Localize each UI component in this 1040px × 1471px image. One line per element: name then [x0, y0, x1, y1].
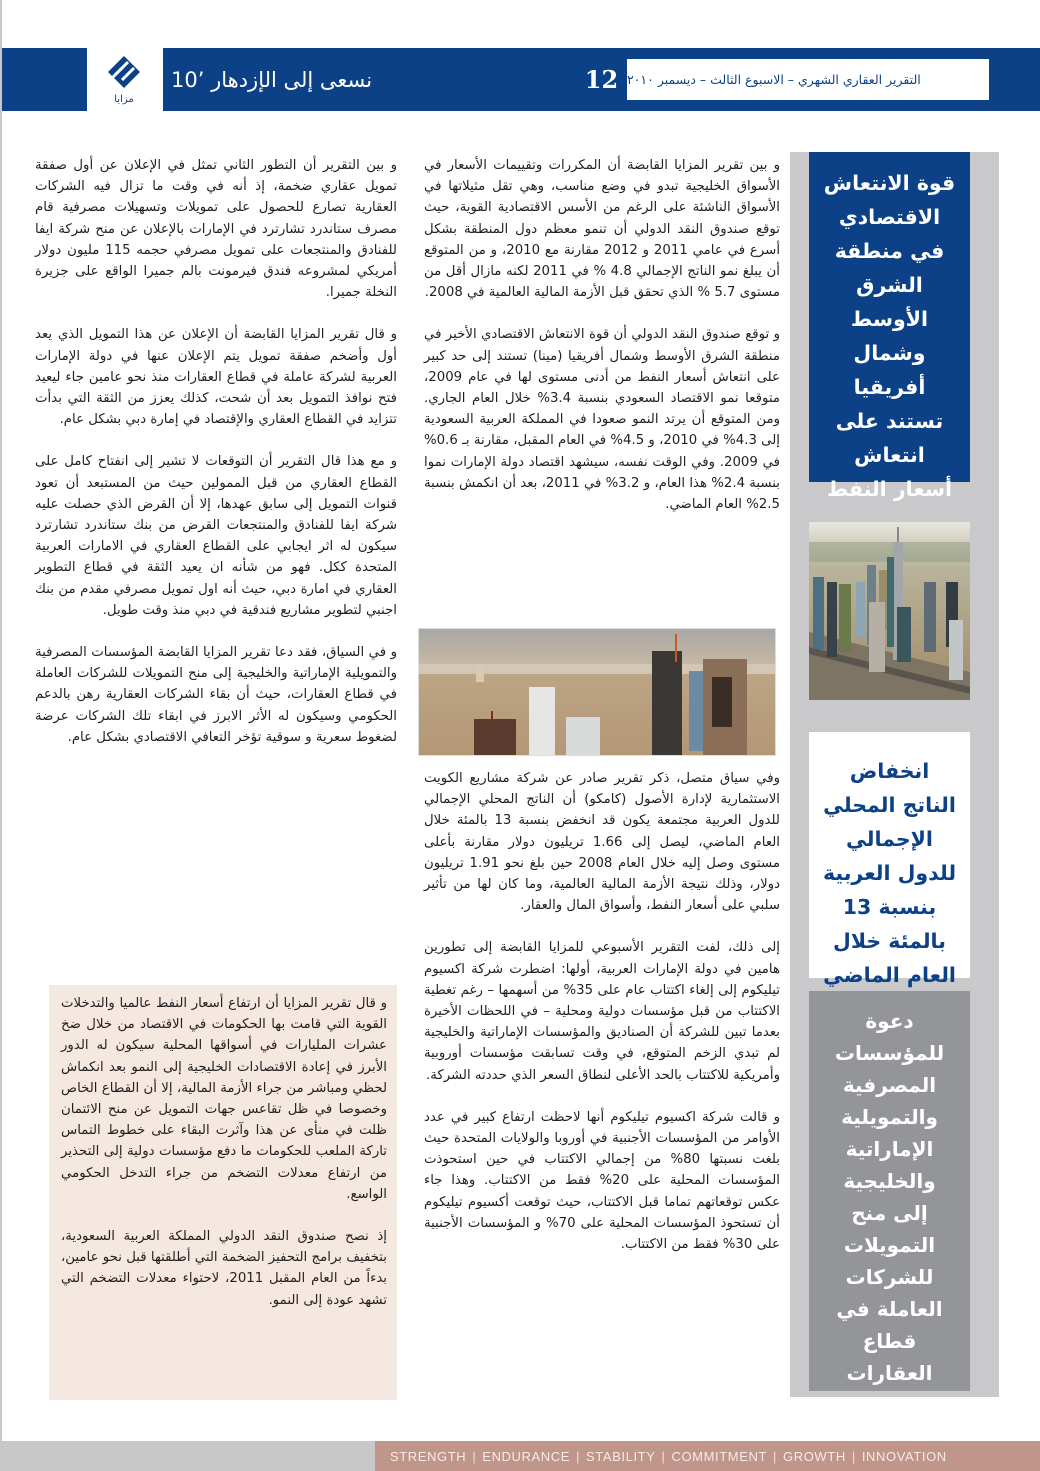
separator: | [472, 1448, 477, 1464]
page-number: 12 [576, 59, 627, 100]
headline-line: انتعاش [854, 443, 925, 467]
paragraph: و بين التقرير أن التطور الثاني تمثل في الإعلان عن أول صفقة تمويل عقاري ضخمة، إذ أنه في وقت ما تزال فيه الشركات العقارية تصارع للحصول على تمويلات وتسهيلات مصرفية قام مصرف ستاندرد تشارترد في الإمارات بالإعلان عن منح شركة ايفا للفنادق والمنتجعات على تمويل مصرفي حجمه 115 مليون دولار أمريكي لمشروعه فندق فيرمونت بالم جميرا الواقع على جزيرة النخلة جميرا. [35, 158, 397, 301]
city-skyline-photo [418, 628, 776, 756]
footer-bar-edge [0, 1441, 375, 1471]
separator: | [773, 1448, 778, 1464]
sidebar [790, 152, 999, 1397]
separator: | [576, 1448, 581, 1464]
headline-line: قوة الانتعاش [823, 171, 956, 195]
headline-line: في منطقة [834, 239, 945, 263]
headline-line: للمؤسسات [834, 1041, 945, 1065]
headline-line: الإماراتية [845, 1137, 934, 1161]
paragraph: و مع هذا قال التقرير أن التوقعات لا تشير إلى انفتاح كامل على القطاع العقاري من قبل الممولين حيث من المستبعد أن تعود قنوات التمويل إلى سابق عهدها، إلا أن القرض الذي حصلت عليه شركة ايفا للفنادق والمنتجعات القرض من بنك ستاندرد تشارترد سيكون له اثر ايجابي على القطاع العقاري في الامارات العربية المتحدة ككل. فهو من شأنه ان يعيد الثقة في قطاع التطوير العقاري في امارة دبي، حيث أنه اول تمويل مصرفي مقدم من بنك اجنبي لتطوير مشاريع فندقية في دبي منذ وقت طويل. [35, 454, 397, 618]
headline-line: للشركات [845, 1265, 934, 1289]
headline-box-recovery [809, 152, 970, 501]
headline-line: انخفاض [849, 759, 930, 783]
article-column-left [35, 155, 397, 769]
headline-line: الأوسط [850, 307, 929, 331]
value-stability: STABILITY [586, 1448, 656, 1464]
headline-line: التمويلات [843, 1233, 936, 1257]
headline-box-gdp-decline [809, 732, 970, 987]
headline-line: وشمال [853, 341, 926, 365]
headline-line: بنسبة 13 [842, 895, 937, 919]
separator: | [661, 1448, 666, 1464]
headline-line: العاملة في [836, 1297, 943, 1321]
article-column-middle-lower [424, 768, 780, 1276]
headline-line: تستند على [835, 409, 944, 433]
value-strength: STRENGTH [390, 1448, 467, 1464]
paragraph: و قال تقرير المزايا أن ارتفاع أسعار النفط عالميا والتدخلات القوية التي قامت بها الحكومات في الاقتصاد من خلال ضخ عشرات المليارات في أسواقها المحلية سيكون له الدور الأبرز في إعادة الاقتصادات الخليجية إلى النمو بعد انكماش لحظي ومباشر من جراء الأزمة المالية، إلا أن القطاع الخاص وخصوصا في ظل تقاعس جهات التمويل عن منح الائتمان ظلت في منأى عن هذا وآثرت البقاء على خطوط التماس تاركة الملعب للحكومات ما دفع مؤسسات دولية إلى التحذير من ارتفاع معدلات التضخم من جراء التدخل الحكومي الواسع. [61, 996, 387, 1202]
headline-line: العام الماضي [823, 963, 956, 987]
paragraph: إذ نصح صندوق النقد الدولي المملكة العربية السعودية، بتخفيف برامج التحفيز الضخمة التي أطلقتها قبل نحو عامين، بدءاً من العام المقبل 2011، لاحتواء معدلات التضخم التي تشهد عودة إلى النمو. [61, 1229, 388, 1308]
headline-line: الإجمالي [846, 827, 933, 851]
page-left-edge [0, 0, 2, 1471]
callout-text [49, 985, 397, 1311]
paragraph: وفي سياق متصل، ذكر تقرير صادر عن شركة مشاريع الكويت الاستثمارية لإدارة الأصول (كامكو) أن الناتج المحلي الإجمالي للدول العربية مجتمعة يكون قد انخفض بنسبة 13 بالمئة خلال العام الماضي، ليصل إلى 1.66 تريليون دولار مقارنة بأعلى مستوى وصل إليه خلال العام 2008 حين بلغ نحو 1.91 تريليون دولار، وذلك نتيجة الأزمة المالية العالمية، وما كان لها من تأثير سلبي على أسعار النفط، وأسواق المال والعقار. [424, 771, 780, 914]
value-innovation: INNOVATION [861, 1448, 947, 1464]
footer-values [390, 1441, 947, 1471]
separator: | [851, 1448, 856, 1464]
headline-line: أفريقيا [853, 375, 926, 399]
value-endurance: ENDURANCE [482, 1448, 571, 1464]
headline-line: المصرفية [842, 1073, 937, 1097]
headline-box-financing-call [809, 991, 970, 1391]
headline-line: للدول العربية [822, 861, 957, 885]
slogan-text: نسعى إلى الإزدهار ’10 [171, 67, 373, 92]
paragraph: و قالت شركة اكسيوم تيليكوم أنها لاحظت ارتفاع كبير في عدد الأوامر من المؤسسات الأجنبية في أوروبا والولايات المتحدة حيث بلغت نسبتها 80% من إجمالي الاكتتاب في حين استحوذت المؤسسات المحلية على 20% فقط من الاكتتاب. وهذا جاء عكس توقعاتهم تماما قبل الاكتتاب، حيث توقعت أكسيوم تيليكوم أن تستحوذ المؤسسات المحلية على 70% و المؤسسات الأجنبية على 30% فقط من الاكتتاب. [424, 1109, 781, 1253]
headline-line: بالمئة خلال [833, 929, 946, 953]
logo-wordmark: مزايا [114, 94, 134, 105]
report-title-box [575, 58, 990, 101]
headline-line: والتمويلية [841, 1105, 938, 1129]
paragraph: و قال تقرير المزايا القابضة أن الإعلان عن هذا التمويل الذي يعد أول وأضخم صفقة تمويل يتم الإعلان عنها في دولة الإمارات العربية لشركة عاملة في قطاع العقارات منذ نحو عامين جاء ليعيد فتح نوافذ التمويل بعد أن شحت، كذلك يعزز من الثقة التي بدأت تتزايد في القطاع العقاري والإقتصاد في إمارة دبي بشكل عام. [35, 327, 397, 428]
paragraph: إلى ذلك، لفت التقرير الأسبوعي للمزايا القابضة إلى تطورين هامين في دولة الإمارات العربية، أولها: اضطرت شركة اكسيوم تيليكوم إلى إلغاء اكتتاب عام على 35% من أسهمها – رغم تغطية الاكتتاب من قبل مؤسسات دولية ومحلية – في اللحظات الأخيرة بعدما تبين للشركة أن الصناديق والمؤسسات الإماراتية والخليجية لم تبدي الزخم المتوقع، في وقت تسابقت مؤسسات أوروبية وأمريكية للاكتتاب بالحد الأعلى لنطاق السعر الذي حددته الشركة. [424, 940, 781, 1083]
headline-line: أسعار النفط [826, 477, 953, 501]
headline-line: العقارات [846, 1361, 933, 1385]
paragraph: و توقع صندوق النقد الدولي أن قوة الانتعاش الاقتصادي الأخير في منطقة الشرق الأوسط وشمال أفريقيا (مينا) تستند إلى حد كبير على انتعاش أسعار النفط من أدنى مستوى لها في عام 2009، متوقعا نمو الاقتصاد السعودي بنسبة 3.4% خلال العام الجاري. ومن المتوقع أن يرتد النمو صعودا في المملكة العربية السعودية إلى 4.3% في 2010، و 4.5% في العام المقبل، مقارنة بـ 0.6% في 2009. وفي الوقت نفسه، سيشهد اقتصاد دولة الإمارات نموا بنسبة 2.4% هذا العام، و 3.2% في 2011، بعد أن انكمش بنسبة 2.5% العام الماضي. [424, 327, 781, 513]
headline-line: الاقتصادي [838, 205, 941, 229]
callout-box [49, 985, 397, 1400]
headline-line: والخليجية [843, 1169, 936, 1193]
article-column-middle [424, 155, 780, 536]
paragraph: و بين تقرير المزايا القابضة أن المكررات وتقييمات الأسعار في الأسواق الخليجية تبدو في وضع مناسب، وهي تقل مثيلاتها في الأسواق الناشئة على الرغم من الأسس الاقتصادية القوية، حيث توقع صندوق النقد الدولي أن تنمو معظم دول المنطقة بشكل أسرع في عامي 2011 و 2012 مقارنة مع 2010، و من المتوقع أن يبلغ نمو الناتج الإجمالي 4.8 % في 2011 لكنه مازال أقل من مستوى 5.7 % الذي تحقق قبل الأزمة المالية العالمية في 2008. [424, 158, 781, 301]
report-title: التقرير العقاري الشهري – الاسبوع الثالث – ديسمبر ٢٠١٠ [627, 72, 921, 87]
headline-line: قطاع [862, 1329, 917, 1353]
header-slogan-band [163, 48, 520, 111]
value-commitment: COMMITMENT [671, 1448, 768, 1464]
skyscrapers-photo [809, 522, 970, 700]
paragraph: و في السياق، فقد دعا تقرير المزايا القابضة المؤسسات المصرفية والتمويلية الإماراتية والخليجية إلى منح التمويلات للشركات العاملة في قطاع العقارات، حيث أن بقاء الشركات العقارية رهن بالدعم الحكومي وسيكون له الأثر الابرز في ابقاء تلك الشركات عرضة لضغوط سعرية و سوقية تؤخر التعافي الاقتصادي بشكل عام. [35, 645, 397, 745]
headline-line: الناتج المحلي [823, 793, 956, 817]
value-growth: GROWTH [783, 1448, 846, 1464]
headline-line: دعوة [865, 1009, 914, 1033]
header-band-left [2, 48, 87, 111]
headline-line: الشرق [856, 273, 923, 297]
headline-line: إلى منح [851, 1201, 928, 1225]
